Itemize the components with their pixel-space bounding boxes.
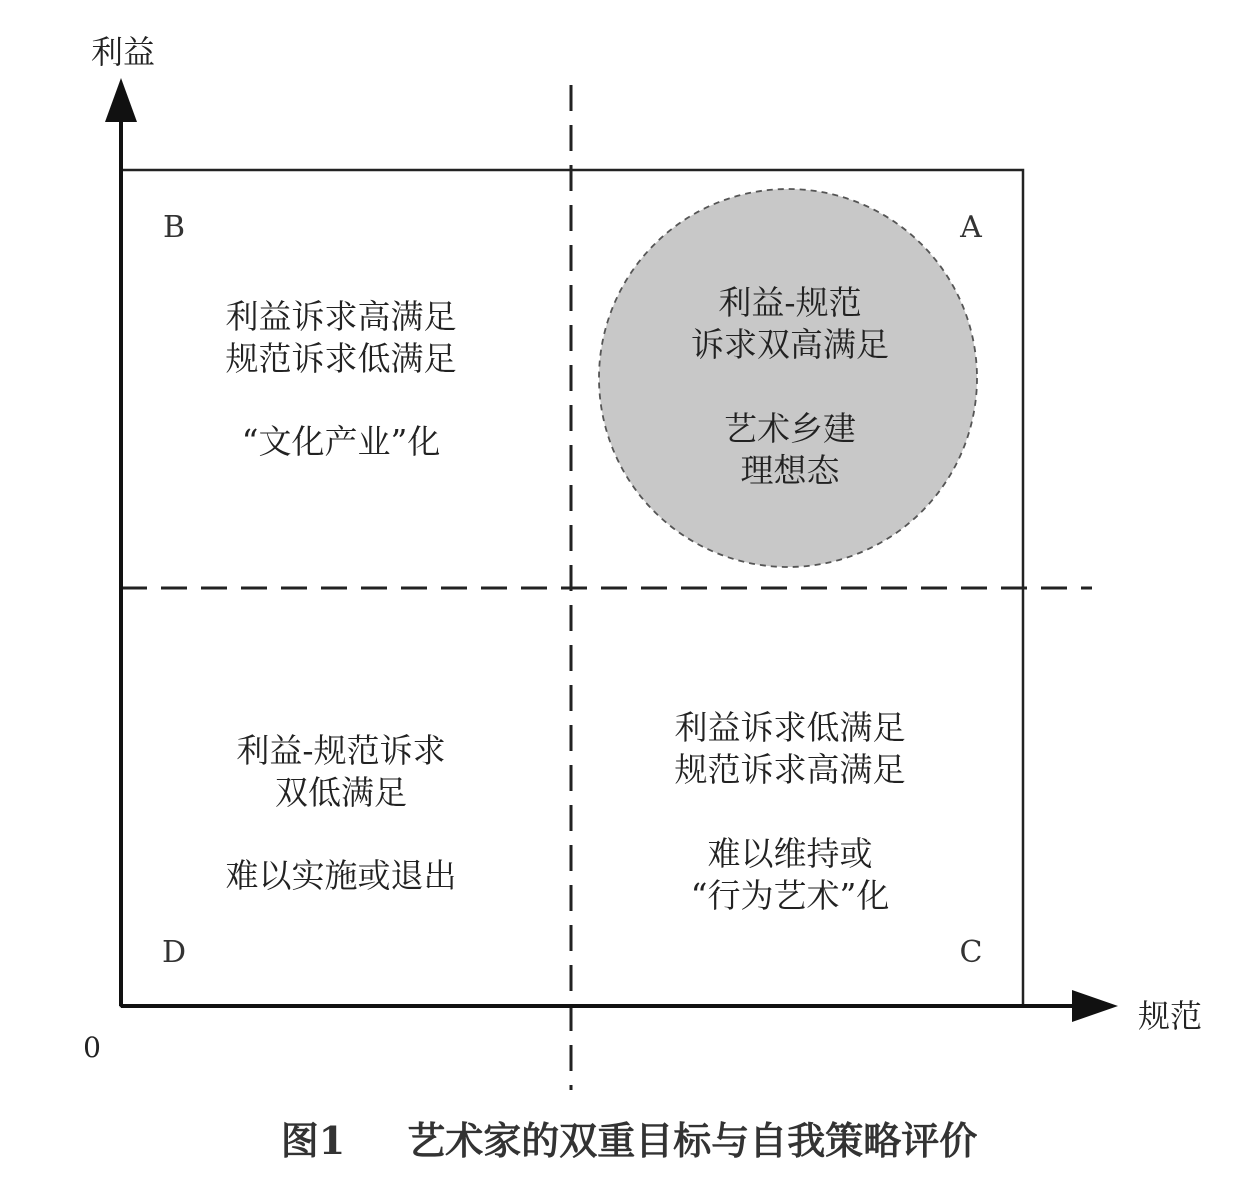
quadrant-d-line2: 双低满足 [275,773,407,812]
quadrant-c-letter: C [959,935,983,970]
quadrant-d-letter: D [161,935,187,970]
x-axis-label: 规范 [1137,997,1203,1035]
figure-title: 艺术家的双重目标与自我策略评价 [407,1118,978,1163]
origin-label: 0 [83,1031,101,1064]
y-axis-label: 利益 [90,33,156,71]
quadrant-c-line2: 规范诉求高满足 [674,750,906,789]
quadrant-b-line2: 规范诉求低满足 [225,339,457,378]
quadrant-a-line2: 诉求双高满足 [691,325,889,364]
quadrant-a-line4: 理想态 [740,451,840,490]
quadrant-c-line3: 难以维持或 [707,834,873,873]
quadrant-a-line3: 艺术乡建 [724,409,856,448]
quadrant-b-letter: B [162,210,186,245]
quadrant-a-letter: A [960,210,982,245]
quadrant-a-line1: 利益-规范 [718,283,862,322]
y-axis-arrow [105,78,137,122]
quadrant-d-line3: 难以实施或退出 [225,856,457,895]
quadrant-b-line1: 利益诉求高满足 [225,297,457,336]
quadrant-b-line3: “文化产业”化 [241,422,441,461]
figure-caption [281,1110,977,1165]
ideal-state-circle [599,189,977,567]
figure-number: 图1 [280,1118,346,1163]
quadrant-d-line1: 利益-规范诉求 [236,731,446,770]
quadrant-c-line1: 利益诉求低满足 [674,708,906,747]
quadrant-c-line4: “行为艺术”化 [690,876,890,915]
x-axis-arrow [1072,990,1118,1022]
